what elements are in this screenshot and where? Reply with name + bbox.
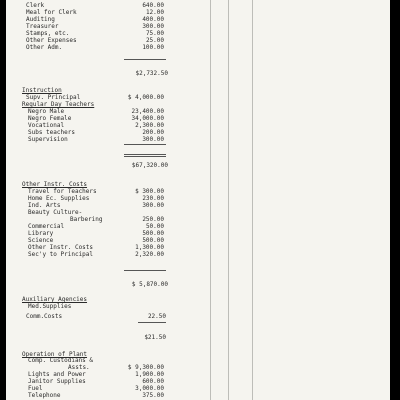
line-item-label: Telephone <box>28 392 61 399</box>
ledger-row <box>6 70 206 77</box>
line-item-label: Comp. Custodians & <box>28 357 94 364</box>
column-rule-1 <box>210 0 211 400</box>
line-item-label: Ind. Arts <box>28 202 61 209</box>
line-item-amount: 50.00 <box>145 223 164 230</box>
ledger-row <box>6 364 206 371</box>
ledger-row <box>6 87 206 94</box>
ledger-row <box>6 122 206 129</box>
ledger-row <box>6 392 206 399</box>
ledger-row <box>6 303 206 310</box>
section-heading: Instruction <box>22 87 62 94</box>
line-item-amount: 230.00 <box>142 195 164 202</box>
ledger-row <box>6 195 206 202</box>
section-heading: Auxiliary Agencies <box>22 296 88 303</box>
section-total: $ 5,870.00 <box>131 281 168 288</box>
total-rule <box>124 270 166 271</box>
line-item-label: Lights and Power <box>28 371 86 378</box>
ledger-row <box>6 181 206 188</box>
line-item-amount: 1,900.00 <box>135 371 164 378</box>
line-item-amount: 12.00 <box>145 9 164 16</box>
line-item-amount: 375.00 <box>142 392 164 399</box>
line-item-label: Assts. <box>68 364 90 371</box>
section-total: $2,732.50 <box>135 70 168 77</box>
line-item-label: Science <box>28 237 54 244</box>
ledger-row <box>6 23 206 30</box>
section-heading: Operation of Plant <box>22 351 88 358</box>
ledger-row <box>6 37 206 44</box>
line-item-label: Beauty Culture- <box>28 209 83 216</box>
line-item-label: Travel for Teachers <box>28 188 97 195</box>
line-item-amount: 75.00 <box>145 30 164 37</box>
double-rule <box>124 154 166 157</box>
ledger-row <box>6 209 206 216</box>
ledger-row <box>6 385 206 392</box>
line-item-amount: 22.50 <box>147 313 166 320</box>
ledger-row <box>6 244 206 251</box>
line-item-label: Barbering <box>70 216 103 223</box>
ledger-row <box>6 2 206 9</box>
ledger-row <box>6 216 206 223</box>
ledger-row <box>6 30 206 37</box>
ledger-row <box>6 44 206 51</box>
ledger-row <box>6 16 206 23</box>
section-total: $67,320.00 <box>131 162 168 169</box>
line-item-amount: 300.00 <box>142 136 164 143</box>
ledger-row <box>6 101 206 108</box>
document-page <box>6 0 390 400</box>
line-item-label: Fuel <box>28 385 43 392</box>
line-item-amount: $ 4,000.00 <box>127 94 164 101</box>
line-item-label: Comm.Costs <box>26 313 63 320</box>
ledger-row <box>6 136 206 143</box>
line-item-amount: 200.00 <box>142 129 164 136</box>
total-rule <box>124 144 166 145</box>
line-item-amount: 25.00 <box>145 37 164 44</box>
ledger-row <box>6 334 206 341</box>
ledger-row <box>6 281 206 288</box>
ledger-row <box>6 162 206 169</box>
total-rule <box>124 59 166 60</box>
line-item-amount: 2,320.00 <box>135 251 164 258</box>
line-item-label: Supv. Principal <box>26 94 81 101</box>
ledger-row <box>6 230 206 237</box>
line-item-amount: 34,000.00 <box>131 115 164 122</box>
line-item-amount: $ 9,300.00 <box>127 364 164 371</box>
line-item-label: Subs teachers <box>28 129 75 136</box>
ledger-row <box>6 129 206 136</box>
ledger-row <box>6 313 206 320</box>
line-item-amount: 500.00 <box>142 230 164 237</box>
ledger-row <box>6 188 206 195</box>
line-item-label: Meal for Clerk <box>26 9 77 16</box>
line-item-label: Med.Supplies <box>28 303 72 310</box>
line-item-amount: 400.00 <box>142 16 164 23</box>
total-rule <box>138 322 166 323</box>
line-item-label: Vocational <box>28 122 65 129</box>
line-item-amount: 3,000.00 <box>135 385 164 392</box>
section-heading: Other Instr. Costs <box>22 181 88 188</box>
column-rule-3 <box>252 0 253 400</box>
line-item-label: Other Adm. <box>26 44 63 51</box>
ledger-row <box>6 296 206 303</box>
ledger-row <box>6 223 206 230</box>
ledger-row <box>6 357 206 364</box>
line-item-label: Other Expenses <box>26 37 77 44</box>
line-item-amount: 500.00 <box>142 237 164 244</box>
line-item-amount: 2,300.00 <box>135 122 164 129</box>
line-item-label: Commercial <box>28 223 65 230</box>
line-item-label: Other Instr. Costs <box>28 244 94 251</box>
column-rule-2 <box>228 0 229 400</box>
ledger-row <box>6 94 206 101</box>
line-item-label: Library <box>28 230 54 237</box>
line-item-amount: 23,400.00 <box>131 108 164 115</box>
ledger-row <box>6 9 206 16</box>
budget-ledger <box>6 0 206 400</box>
line-item-label: Treasurer <box>26 23 59 30</box>
line-item-amount: 100.00 <box>142 44 164 51</box>
ledger-row <box>6 237 206 244</box>
line-item-amount: 300.00 <box>142 23 164 30</box>
line-item-label: Home Ec. Supplies <box>28 195 90 202</box>
ledger-row <box>6 378 206 385</box>
section-heading: Regular Day Teachers <box>22 101 95 108</box>
section-total: $21.50 <box>144 334 166 341</box>
line-item-amount: $ 300.00 <box>135 188 164 195</box>
ledger-row <box>6 202 206 209</box>
ledger-row <box>6 251 206 258</box>
line-item-amount: 1,300.00 <box>135 244 164 251</box>
line-item-label: Sec'y to Principal <box>28 251 94 258</box>
ledger-row <box>6 115 206 122</box>
line-item-label: Janitor Supplies <box>28 378 86 385</box>
ledger-row <box>6 108 206 115</box>
ledger-row <box>6 371 206 378</box>
line-item-amount: 250.00 <box>142 216 164 223</box>
line-item-label: Auditing <box>26 16 55 23</box>
line-item-label: Supervision <box>28 136 68 143</box>
line-item-amount: 300.00 <box>142 202 164 209</box>
line-item-label: Negro Male <box>28 108 65 115</box>
line-item-amount: 640.00 <box>142 2 164 9</box>
line-item-label: Clerk <box>26 2 45 9</box>
line-item-label: Negro Female <box>28 115 72 122</box>
line-item-amount: 600.00 <box>142 378 164 385</box>
line-item-label: Stamps, etc. <box>26 30 70 37</box>
